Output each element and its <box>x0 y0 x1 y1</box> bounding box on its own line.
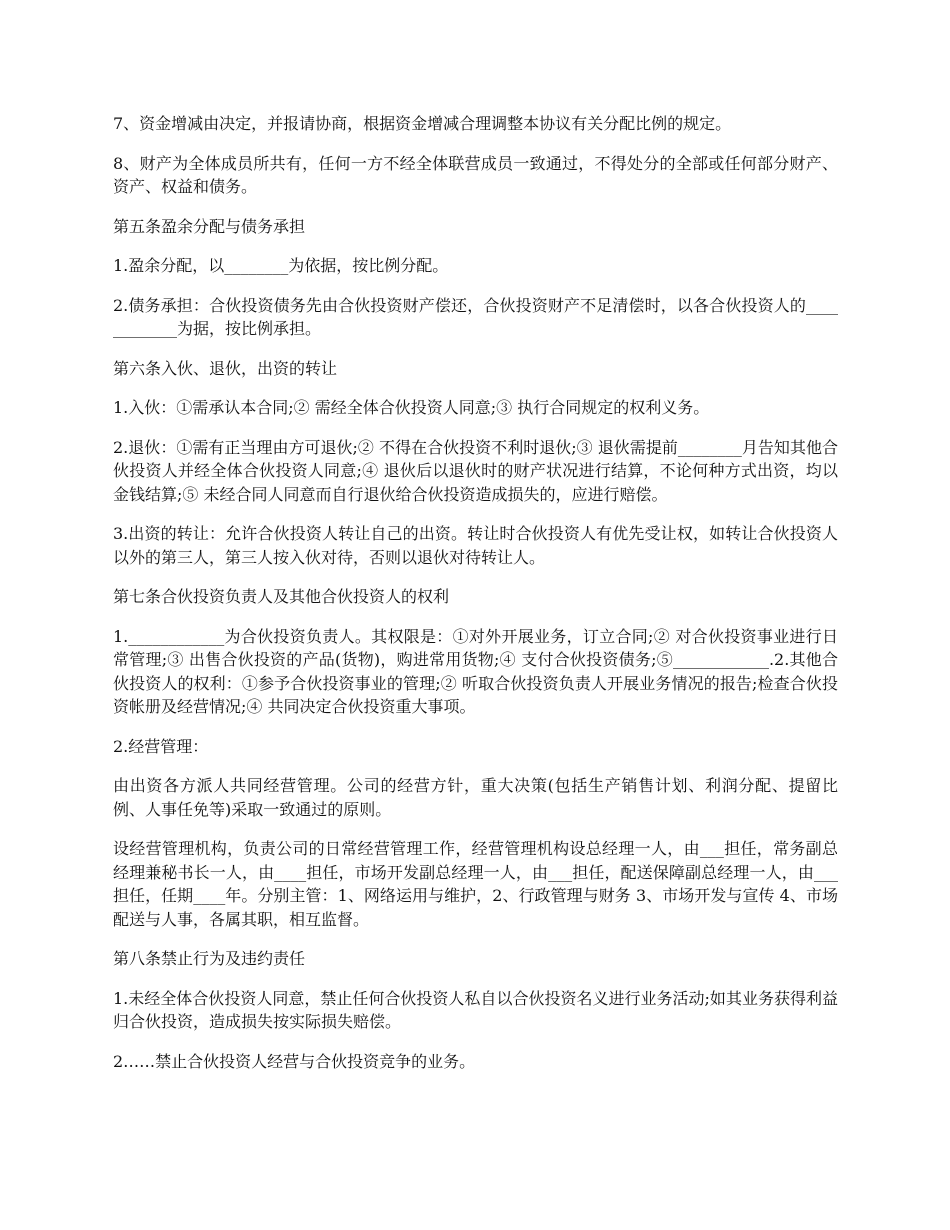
article-8-item-1: 1.未经全体合伙投资人同意，禁止任何合伙投资人私自以合伙投资名义进行业务活动;如其业务获得利益归合伙投资，造成损失按实际损失赔偿。 <box>113 988 838 1031</box>
article-5-heading: 第五条盈余分配与债务承担 <box>113 216 306 236</box>
article-8-heading: 第八条禁止行为及违约责任 <box>113 949 306 968</box>
article-6-heading: 第六条入伙、退伙，出资的转让 <box>113 358 338 378</box>
article-8-item-2: 2……禁止合伙投资人经营与合伙投资竞争的业务。 <box>113 1051 476 1071</box>
article-6-item-3: 3.出资的转让：允许合伙投资人转让自己的出资。转让时合伙投资人有优先受让权，如转让合伙投资人以外的第三人，第三人按入伙对待，否则以退伙对待转让人。 <box>113 524 838 567</box>
article-5-item-1: 1.盈余分配，以________为依据，按比例分配。 <box>113 256 449 275</box>
article-6-item-1: 1.入伙：①需承认本合同;② 需经全体合伙投资人同意;③ 执行合同规定的权利义务。 <box>113 398 710 417</box>
article-7-item-2: 2.经营管理： <box>113 736 209 756</box>
article-7-item-1: 1.____________为合伙投资负责人。其权限是：①对外开展业务，订立合同;② 对合伙投资事业进行日常管理;③ 出售合伙投资的产品(货物)，购进常用货物;④ 支付合伙投资债务;⑤____________.2.其他合伙投资人的权利：①参予合伙投资事业的管理;② 听取合伙投资负责人开展业务情况的报告;检查合伙投资帐册及经营情况;④ 共同决定合伙投资重大事项。 <box>113 626 838 716</box>
clause-8-property-ownership: 8、财产为全体成员所共有，任何一方不经全体联营成员一致通过，不得处分的全部或任何部分财产、资产、权益和债务。 <box>113 153 838 196</box>
article-7-heading: 第七条合伙投资负责人及其他合伙投资人的权利 <box>113 587 450 606</box>
management-principle: 由出资各方派人共同经营管理。公司的经营方针，重大决策(包括生产销售计划、利润分配、提留比例、人事任免等)采取一致通过的原则。 <box>113 776 838 819</box>
clause-7-capital-change: 7、资金增减由决定，并报请协商，根据资金增减合理调整本协议有关分配比例的规定。 <box>113 114 732 133</box>
management-structure: 设经营管理机构，负责公司的日常经营管理工作，经营管理机构设总经理一人，由___担任，常务副总经理兼秘书长一人，由____担任，市场开发副总经理一人，由___担任，配送保障副总经理一人，由___担任，任期____年。分别主管：1、网络运用与维护，2、行政管理与财务 3、市场开发与宣传 4、市场配送与人事，各属其职，相互监督。 <box>113 839 838 929</box>
article-5-item-2: 2.债务承担：合伙投资债务先由合伙投资财产偿还，合伙投资财产不足清偿时，以各合伙投资人的____________为据，按比例承担。 <box>113 295 838 338</box>
article-6-item-2: 2.退伙：①需有正当理由方可退伙;② 不得在合伙投资不利时退伙;③ 退伙需提前________月告知其他合伙投资人并经全体合伙投资人同意;④ 退伙后以退伙时的财产状况进行结算，不论何种方式出资，均以金钱结算;⑤ 未经合同人同意而自行退伙给合伙投资造成损失的，应进行赔偿。 <box>113 437 838 504</box>
